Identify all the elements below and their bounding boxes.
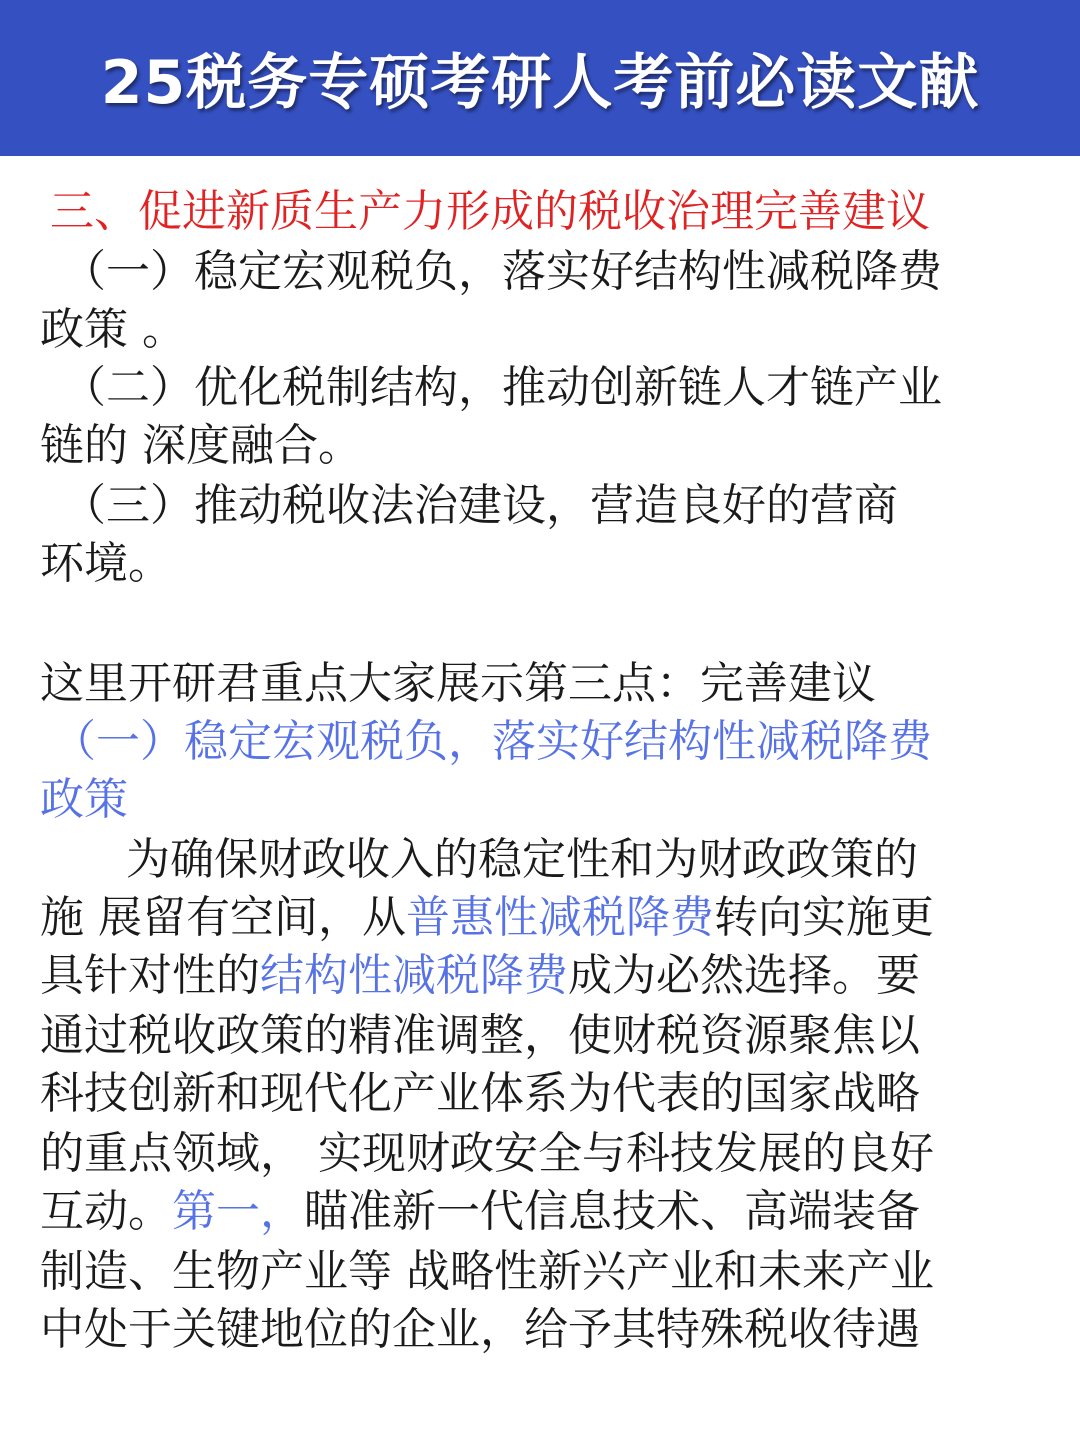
article-body: [0, 156, 1080, 1443]
paragraph-text: 具针对性的: [40, 950, 260, 1001]
highlight-text: 结构性减税降费: [260, 950, 568, 1001]
paragraph-text: 瞄准新一代信息技术、高端装备: [304, 1186, 920, 1237]
list-item-1-line1: （一）稳定宏观税负，落实好结构性减税降费: [62, 246, 942, 297]
paragraph-text: 互动。: [40, 1186, 172, 1237]
subheading-line2: 政策: [40, 774, 128, 825]
paragraph-line: 科技创新和现代化产业体系为代表的国家战略: [40, 1068, 920, 1119]
paragraph-text: 施 展留有空间，从: [40, 892, 406, 943]
paragraph-text: 成为必然选择。要: [568, 950, 920, 1001]
paragraph-line: 为确保财政收入的稳定性和为财政政策的: [126, 834, 918, 885]
paragraph-line: 的重点领域， 实现财政安全与科技发展的良好: [40, 1128, 934, 1179]
subheading-line1: （一）稳定宏观税负，落实好结构性减税降费: [52, 716, 932, 767]
header-banner: [0, 0, 1080, 156]
list-item-1-line2: 政策 。: [40, 304, 186, 355]
list-item-2-line1: （二）优化税制结构，推动创新链人才链产业: [62, 362, 942, 413]
paragraph-line: [40, 890, 934, 946]
highlight-text: 第一，: [172, 1186, 304, 1237]
page-title: 25税务专硕考研人考前必读文献: [100, 48, 980, 118]
paragraph-text: 转向实施更: [714, 892, 934, 943]
paragraph-line: 中处于关键地位的企业，给予其特殊税收待遇: [40, 1304, 920, 1355]
paragraph-line: 制造、生物产业等 战略性新兴产业和未来产业: [40, 1246, 934, 1297]
list-item-3-line2: 环境。: [40, 538, 172, 589]
paragraph-line: 通过税收政策的精准调整，使财税资源聚焦以: [40, 1010, 920, 1061]
list-item-2-line2: 链的 深度融合。: [40, 420, 362, 471]
highlight-text: 普惠性减税降费: [406, 892, 714, 943]
paragraph-line: [40, 948, 920, 1004]
intro-line: 这里开研君重点大家展示第三点：完善建议: [40, 658, 876, 709]
list-item-3-line1: （三）推动税收法治建设，营造良好的营商: [62, 480, 898, 531]
paragraph-line: [40, 1184, 920, 1240]
section-heading: 三、促进新质生产力形成的税收治理完善建议: [50, 186, 930, 237]
